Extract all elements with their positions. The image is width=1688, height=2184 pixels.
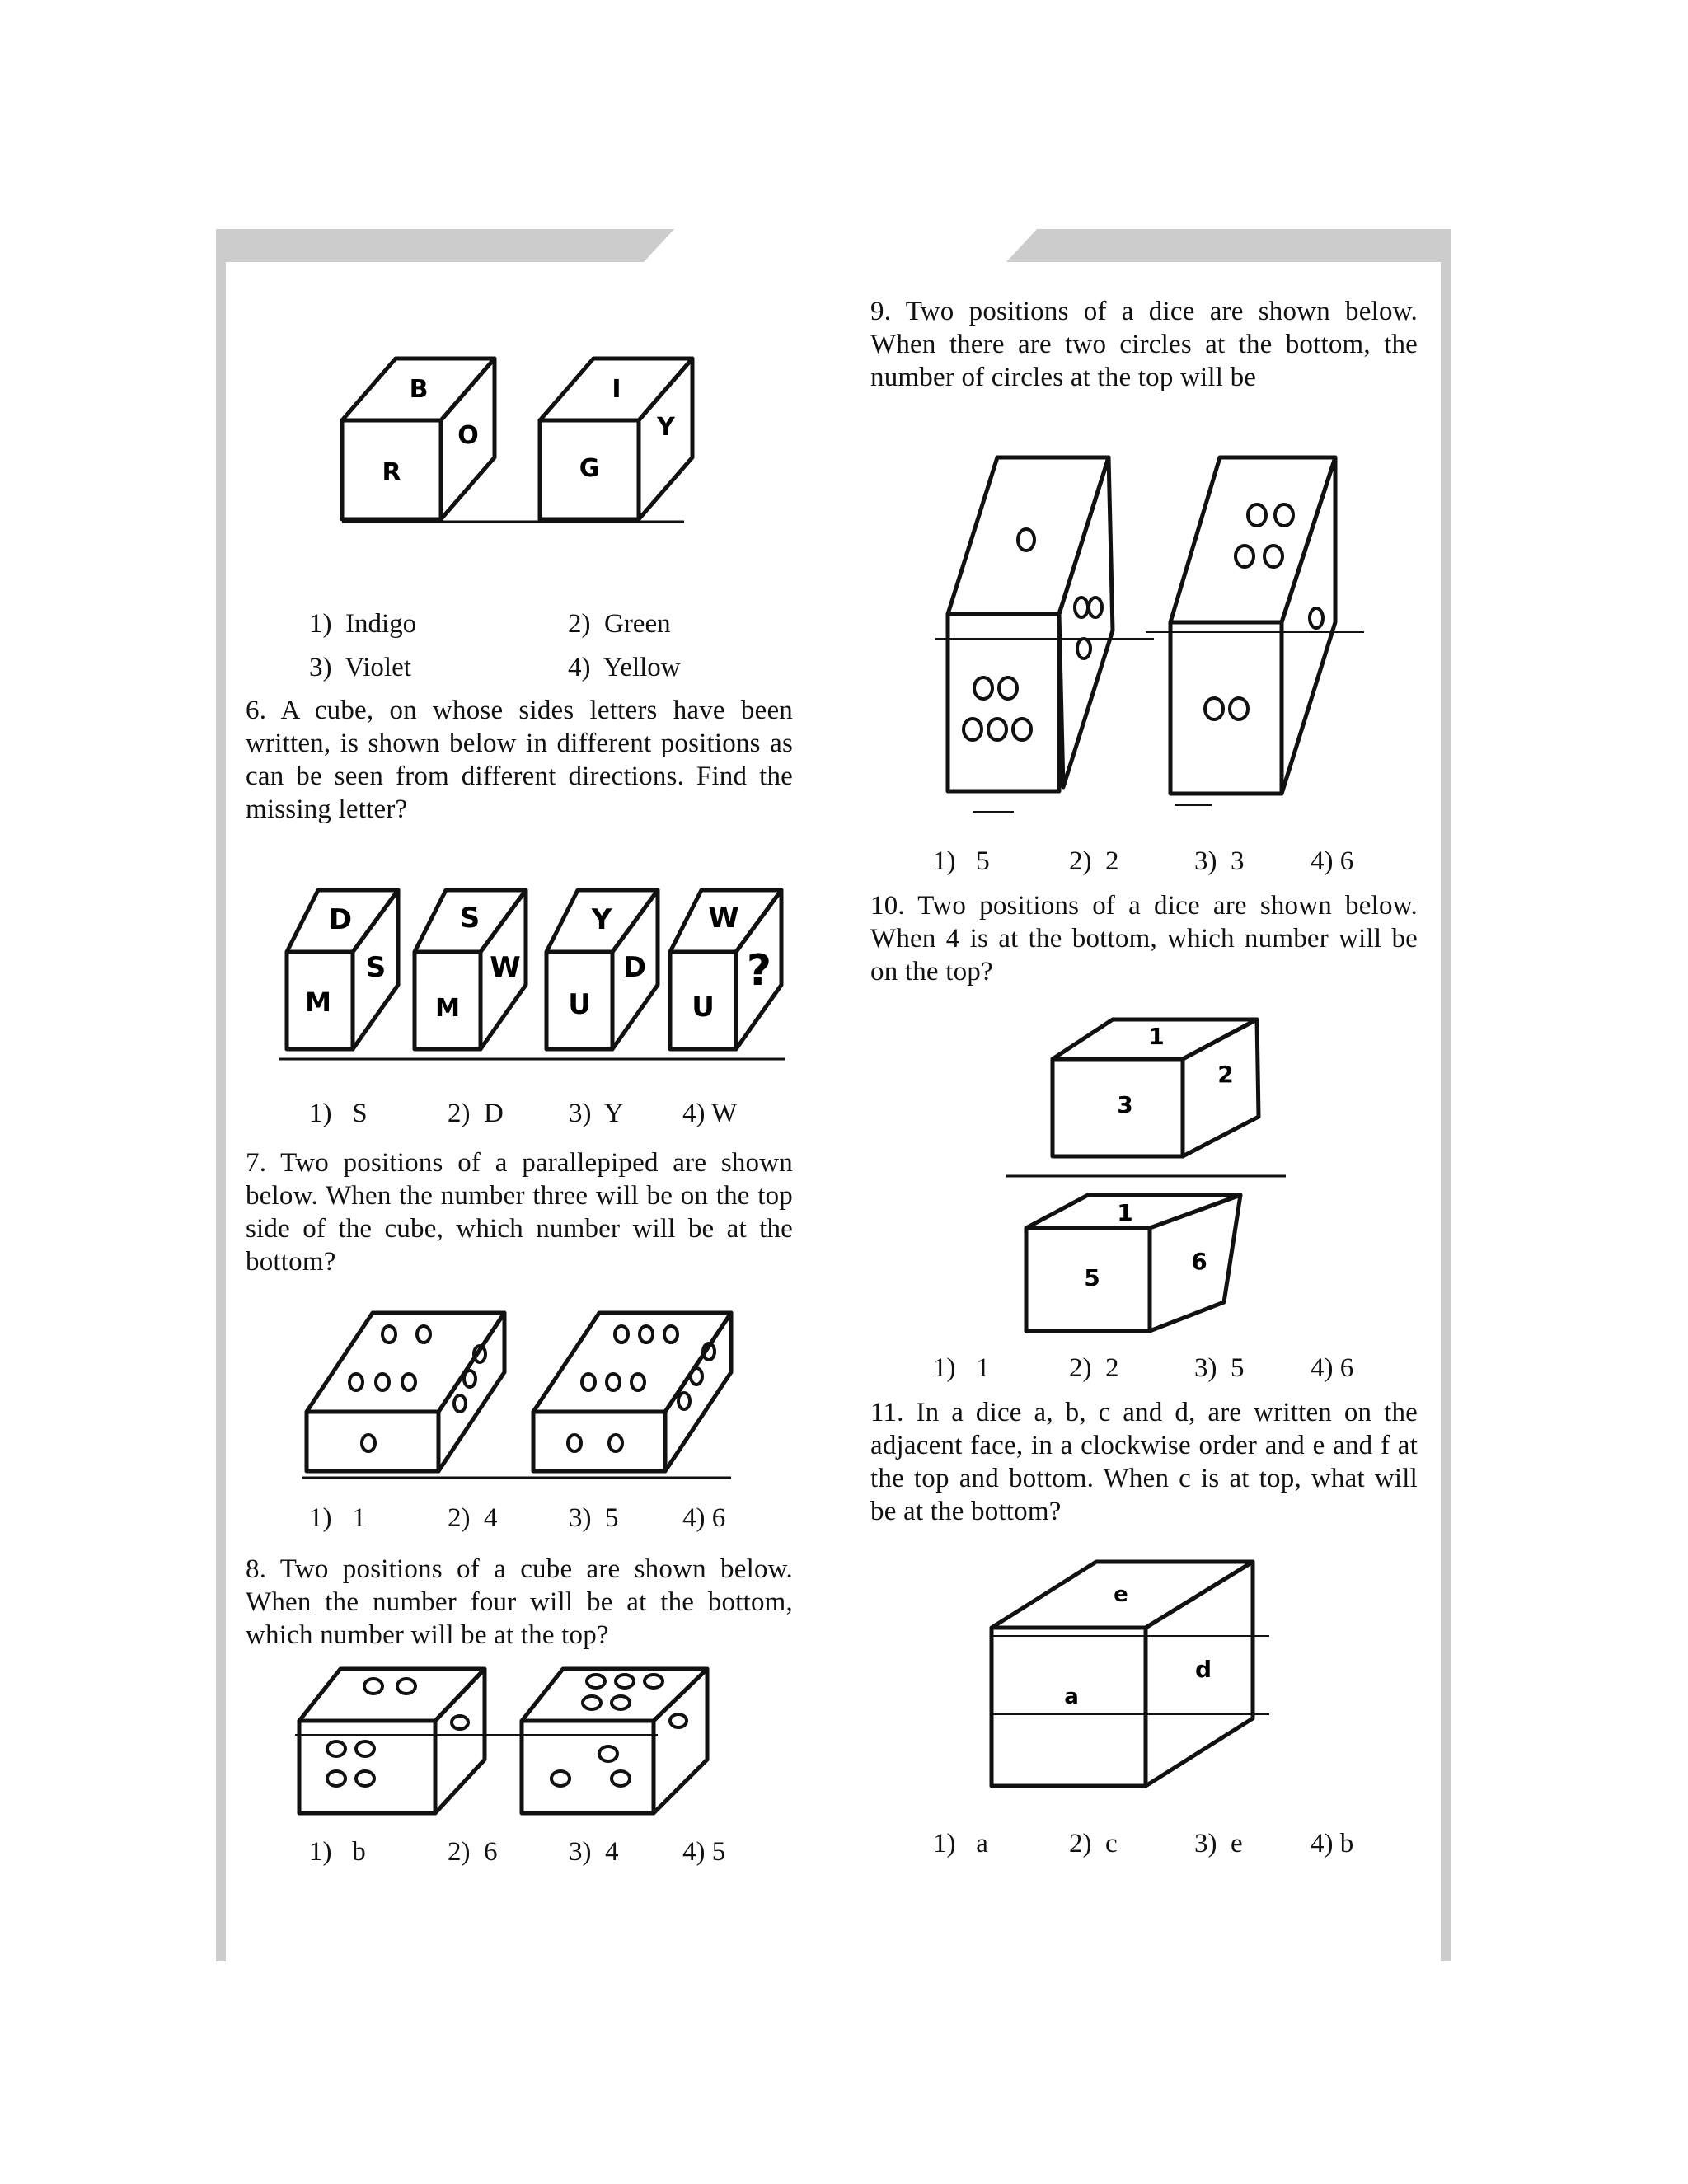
q7-option-1[interactable]: 1) 1 — [309, 1503, 366, 1533]
q10-question-text: 10. Two positions of a dice are shown below. When 4 is at the bottom, which number will be on the top? — [870, 891, 1418, 987]
q10-option-1[interactable]: 1) 1 — [933, 1353, 990, 1383]
q11-option-1[interactable]: 1) a — [933, 1829, 988, 1858]
q7-option-2[interactable]: 2) 4 — [448, 1503, 498, 1533]
q10-option-4[interactable]: 4) 6 — [1311, 1353, 1354, 1383]
q6-cube2-top: S — [459, 902, 481, 935]
q10-options — [933, 1352, 1428, 1385]
q8-option-3[interactable]: 3) 4 — [569, 1837, 619, 1867]
q6-option-4[interactable]: 4) W — [682, 1099, 738, 1128]
q5-option-2[interactable]: 2) Green — [568, 609, 671, 639]
q6-options — [309, 1097, 804, 1130]
q11-top-face: e — [1114, 1582, 1128, 1607]
q11-side-face: d — [1194, 1656, 1212, 1683]
q8-option-2[interactable]: 2) 6 — [448, 1837, 498, 1867]
q9-option-3[interactable]: 3) 3 — [1194, 846, 1245, 876]
q5-cube2-top: I — [612, 375, 621, 404]
q8-options — [309, 1835, 804, 1868]
q8-cubes-figure — [295, 1657, 740, 1838]
q5-cubes-figure — [330, 346, 692, 536]
q6-option-1[interactable]: 1) S — [309, 1099, 368, 1128]
q6-cube1-front: M — [305, 987, 331, 1018]
q11-question-text: 11. In a dice a, b, c and d, are written on the adjacent face, in a clockwise order and e and f at the top and bottom. When c is at top, what will be at the bottom? — [870, 1398, 1418, 1526]
q6-option-3[interactable]: 3) Y — [569, 1099, 624, 1128]
q9-option-4[interactable]: 4) 6 — [1311, 846, 1354, 876]
q6-cube1-side: S — [365, 951, 387, 984]
q11-option-2[interactable]: 2) c — [1069, 1829, 1118, 1858]
q6-cube3-front: U — [568, 988, 591, 1021]
q5-cube2-front: G — [579, 454, 600, 483]
q11-option-4[interactable]: 4) b — [1311, 1829, 1354, 1858]
q9-option-2[interactable]: 2) 2 — [1069, 846, 1119, 876]
q5-cube1-side: O — [457, 421, 479, 450]
q10-cube1-side: 2 — [1217, 1061, 1234, 1088]
q10-dice-figure — [1001, 1010, 1298, 1347]
q6-cube3-top: Y — [591, 903, 612, 936]
q10-cube2-front: 5 — [1084, 1264, 1100, 1291]
q11-dice-figure — [985, 1554, 1286, 1801]
q9-question-text: 9. Two positions of a dice are shown below. When there are two circles at the bottom, the number of circles at the top will be — [870, 297, 1418, 392]
q10-option-2[interactable]: 2) 2 — [1069, 1353, 1119, 1383]
q6-cubes-figure — [279, 886, 790, 1067]
q7-parallelepipeds-figure — [298, 1298, 735, 1488]
q5-option-1[interactable]: 1) Indigo — [309, 609, 417, 639]
q7-options — [309, 1502, 804, 1535]
q10-cube2-side: 6 — [1191, 1248, 1207, 1275]
q5-options-row1 — [309, 607, 804, 640]
q11-options — [933, 1827, 1428, 1860]
q6-cube4-front: U — [692, 991, 715, 1024]
q6-cube1-top: D — [328, 903, 353, 936]
q11-front-face: a — [1064, 1685, 1079, 1709]
q6-cube3-side: D — [622, 951, 647, 984]
q10-option-3[interactable]: 3) 5 — [1194, 1353, 1245, 1383]
q5-cube2-side: Y — [657, 413, 675, 442]
q7-option-4[interactable]: 4) 6 — [682, 1503, 726, 1533]
q5-cube1-top: B — [409, 375, 429, 404]
q6-cube2-side: W — [490, 951, 521, 984]
q6-cube4-top: W — [708, 902, 739, 935]
q9-option-1[interactable]: 1) 5 — [933, 846, 990, 876]
q10-cube1-top: 1 — [1148, 1023, 1165, 1050]
q5-option-4[interactable]: 4) Yellow — [568, 653, 681, 682]
q10-cube2-top: 1 — [1117, 1199, 1133, 1226]
q8-option-4[interactable]: 4) 5 — [682, 1837, 726, 1867]
q5-option-3[interactable]: 3) Violet — [309, 653, 411, 682]
q7-option-3[interactable]: 3) 5 — [569, 1503, 619, 1533]
q9-dice-figure — [935, 449, 1397, 816]
q8-option-1[interactable]: 1) b — [309, 1837, 366, 1867]
q7-question-text: 7. Two positions of a parallepiped are shown below. When the number three will be on the top side of the cube, which number will be at the bottom? — [246, 1148, 793, 1277]
q5-options-row2 — [309, 651, 804, 684]
q6-cube2-front: M — [435, 994, 460, 1023]
q6-cube4-side: ? — [746, 946, 772, 996]
q5-cube1-front: R — [382, 458, 401, 487]
q8-question-text: 8. Two positions of a cube are shown below. When the number four will be at the bottom, which number will be at the top? — [246, 1554, 793, 1650]
q10-cube1-front: 3 — [1117, 1091, 1133, 1118]
q6-question-text: 6. A cube, on whose sides letters have been written, is shown below in different positions as can be seen from different directions. Find the missing letter? — [246, 696, 793, 824]
q9-options — [933, 845, 1428, 878]
q11-option-3[interactable]: 3) e — [1194, 1829, 1243, 1858]
q6-option-2[interactable]: 2) D — [448, 1099, 504, 1128]
